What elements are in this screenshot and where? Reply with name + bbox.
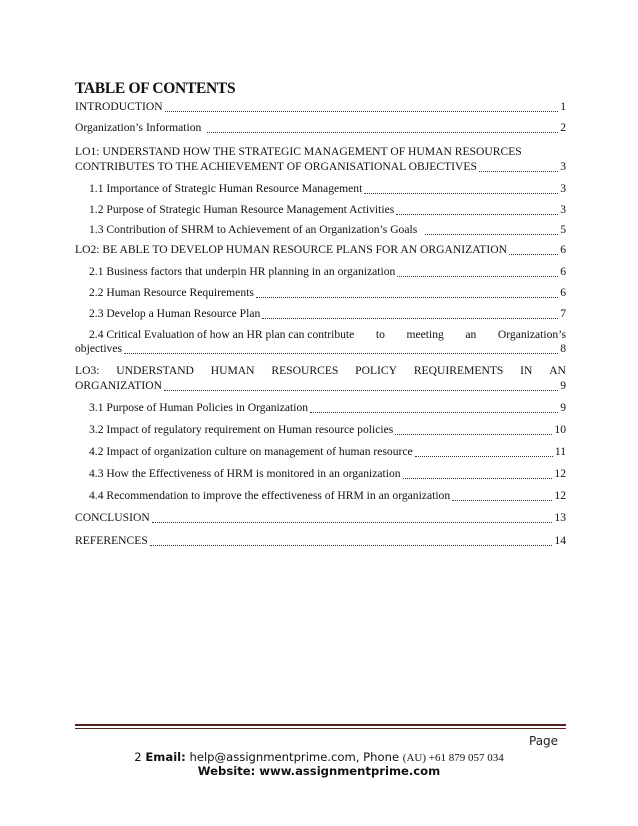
toc-leader-dots bbox=[165, 101, 559, 112]
toc-leader-dots bbox=[124, 343, 558, 354]
toc-leader-dots bbox=[207, 122, 558, 133]
toc-leader-dots bbox=[509, 244, 558, 255]
footer-email-link[interactable]: help@assignmentprime.com, bbox=[189, 750, 360, 764]
toc-entry-lo3[interactable] bbox=[75, 363, 566, 393]
toc-leader-dots bbox=[262, 308, 558, 319]
toc-entry-introduction[interactable] bbox=[75, 100, 566, 114]
toc-entry-label: 4.3 How the Effectiveness of HRM is monitored in an organization bbox=[89, 466, 401, 480]
toc-entry-2-2[interactable] bbox=[75, 286, 566, 300]
toc-entry-label: 4.4 Recommendation to improve the effectiveness of HRM in an organization bbox=[89, 488, 451, 502]
toc-entry-page: 8 bbox=[560, 342, 566, 355]
toc-entry-organization-info[interactable] bbox=[75, 121, 566, 135]
footer-rule bbox=[75, 724, 566, 726]
toc-entry-page: 12 bbox=[554, 488, 566, 502]
toc-entry-label: 3.1 Purpose of Human Policies in Organization bbox=[89, 400, 309, 414]
toc-leader-dots bbox=[479, 161, 558, 172]
footer-contact-line bbox=[0, 750, 638, 764]
toc-entry-1-2[interactable] bbox=[75, 203, 566, 217]
toc-entry-page: 14 bbox=[554, 533, 566, 547]
toc-entry-page: 5 bbox=[560, 222, 566, 236]
toc-leader-dots bbox=[396, 204, 558, 215]
toc-entry-2-4[interactable] bbox=[75, 327, 566, 343]
toc-entry-page: 7 bbox=[560, 306, 566, 320]
toc-entry-page: 1 bbox=[560, 100, 566, 113]
footer-page-label: Page bbox=[529, 734, 559, 748]
toc-entry-label: 2.1 Business factors that underpin HR planning in an organization bbox=[89, 264, 396, 278]
toc-entry-4-4[interactable] bbox=[75, 489, 566, 503]
toc-entry-label: 1.1 Importance of Strategic Human Resource Management bbox=[89, 181, 363, 195]
toc-leader-dots bbox=[256, 287, 558, 298]
toc-entry-page: 10 bbox=[554, 422, 566, 436]
toc-entry-4-3[interactable] bbox=[75, 467, 566, 481]
toc-entry-2-1[interactable] bbox=[75, 265, 566, 279]
toc-entry-label: CONTRIBUTES TO THE ACHIEVEMENT OF ORGANISATIONAL OBJECTIVES bbox=[75, 159, 477, 173]
toc-entry-conclusion[interactable] bbox=[75, 511, 566, 525]
toc-entry-3-1[interactable] bbox=[75, 401, 566, 415]
toc-entry-2-4-cont[interactable] bbox=[75, 342, 566, 356]
toc-entry-label: 2.3 Develop a Human Resource Plan bbox=[89, 306, 261, 320]
toc-entry-page: 3 bbox=[560, 159, 566, 173]
toc-entry-label: 2.2 Human Resource Requirements bbox=[89, 285, 254, 299]
toc-entry-label: Organization’s Information bbox=[75, 121, 202, 134]
footer-page-number: 2 bbox=[134, 750, 142, 764]
toc-entry-page: 13 bbox=[554, 510, 566, 524]
toc-leader-dots bbox=[164, 380, 558, 391]
toc-entry-label: INTRODUCTION bbox=[75, 100, 163, 113]
toc-entry-label: 3.2 Impact of regulatory requirement on Human resource policies bbox=[89, 422, 394, 436]
toc-entry-3-2[interactable] bbox=[75, 423, 566, 437]
toc-leader-dots bbox=[397, 266, 558, 277]
toc-entry-line1: 2.4 Critical Evaluation of how an HR plan can contribute to meeting an Organization’s bbox=[89, 327, 566, 341]
toc-entry-page: 9 bbox=[560, 400, 566, 414]
toc-leader-dots bbox=[395, 424, 552, 435]
toc-leader-dots bbox=[425, 224, 558, 235]
toc-entry-lo1[interactable] bbox=[75, 144, 566, 174]
table-of-contents bbox=[75, 80, 566, 548]
toc-entry-4-2[interactable] bbox=[75, 445, 566, 459]
toc-entry-1-1[interactable] bbox=[75, 182, 566, 196]
toc-entry-page: 6 bbox=[560, 242, 566, 256]
footer-email-label: Email: bbox=[145, 750, 186, 764]
toc-entry-label: 4.2 Impact of organization culture on management of human resource bbox=[89, 444, 413, 458]
toc-entry-label: 1.3 Contribution of SHRM to Achievement of an Organization’s Goals bbox=[89, 222, 418, 236]
toc-entry-page: 3 bbox=[560, 181, 566, 195]
footer-website[interactable]: Website: www.assignmentprime.com bbox=[197, 764, 441, 778]
toc-entry-label: LO2: BE ABLE TO DEVELOP HUMAN RESOURCE PLANS FOR AN ORGANIZATION bbox=[75, 242, 507, 256]
toc-entry-references[interactable] bbox=[75, 534, 566, 548]
toc-entry-line1: LO3: UNDERSTAND HUMAN RESOURCES POLICY REQUIREMENTS IN AN bbox=[75, 364, 566, 377]
toc-entry-page: 9 bbox=[560, 378, 566, 392]
toc-leader-dots bbox=[415, 446, 553, 457]
toc-entry-page: 11 bbox=[554, 444, 566, 458]
toc-entry-label: objectives bbox=[75, 342, 123, 355]
toc-title: TABLE OF CONTENTS bbox=[75, 80, 236, 97]
toc-entry-label: CONCLUSION bbox=[75, 510, 150, 524]
toc-leader-dots bbox=[152, 512, 553, 523]
toc-entry-page: 3 bbox=[560, 202, 566, 216]
footer-phone-label: Phone bbox=[363, 750, 400, 764]
toc-entry-line1: LO1: UNDERSTAND HOW THE STRATEGIC MANAGEMENT OF HUMAN RESOURCES bbox=[75, 145, 522, 158]
toc-entry-label: ORGANIZATION bbox=[75, 378, 162, 392]
toc-entry-1-3[interactable] bbox=[75, 223, 566, 237]
toc-entry-2-3[interactable] bbox=[75, 307, 566, 321]
toc-entry-label: 1.2 Purpose of Strategic Human Resource Management Activities bbox=[89, 202, 395, 216]
toc-leader-dots bbox=[150, 535, 553, 546]
toc-entry-label: REFERENCES bbox=[75, 533, 148, 547]
toc-leader-dots bbox=[364, 183, 558, 194]
toc-entry-page: 12 bbox=[554, 466, 566, 480]
footer-rule-thin bbox=[75, 728, 566, 729]
toc-leader-dots bbox=[452, 490, 552, 501]
toc-entry-page: 6 bbox=[560, 285, 566, 299]
toc-leader-dots bbox=[310, 402, 558, 413]
footer-phone-number: (AU) +61 879 057 034 bbox=[402, 752, 504, 764]
toc-entry-lo2[interactable] bbox=[75, 243, 566, 257]
toc-leader-dots bbox=[403, 468, 553, 479]
toc-entry-page: 6 bbox=[560, 264, 566, 278]
toc-entry-page: 2 bbox=[560, 121, 566, 134]
